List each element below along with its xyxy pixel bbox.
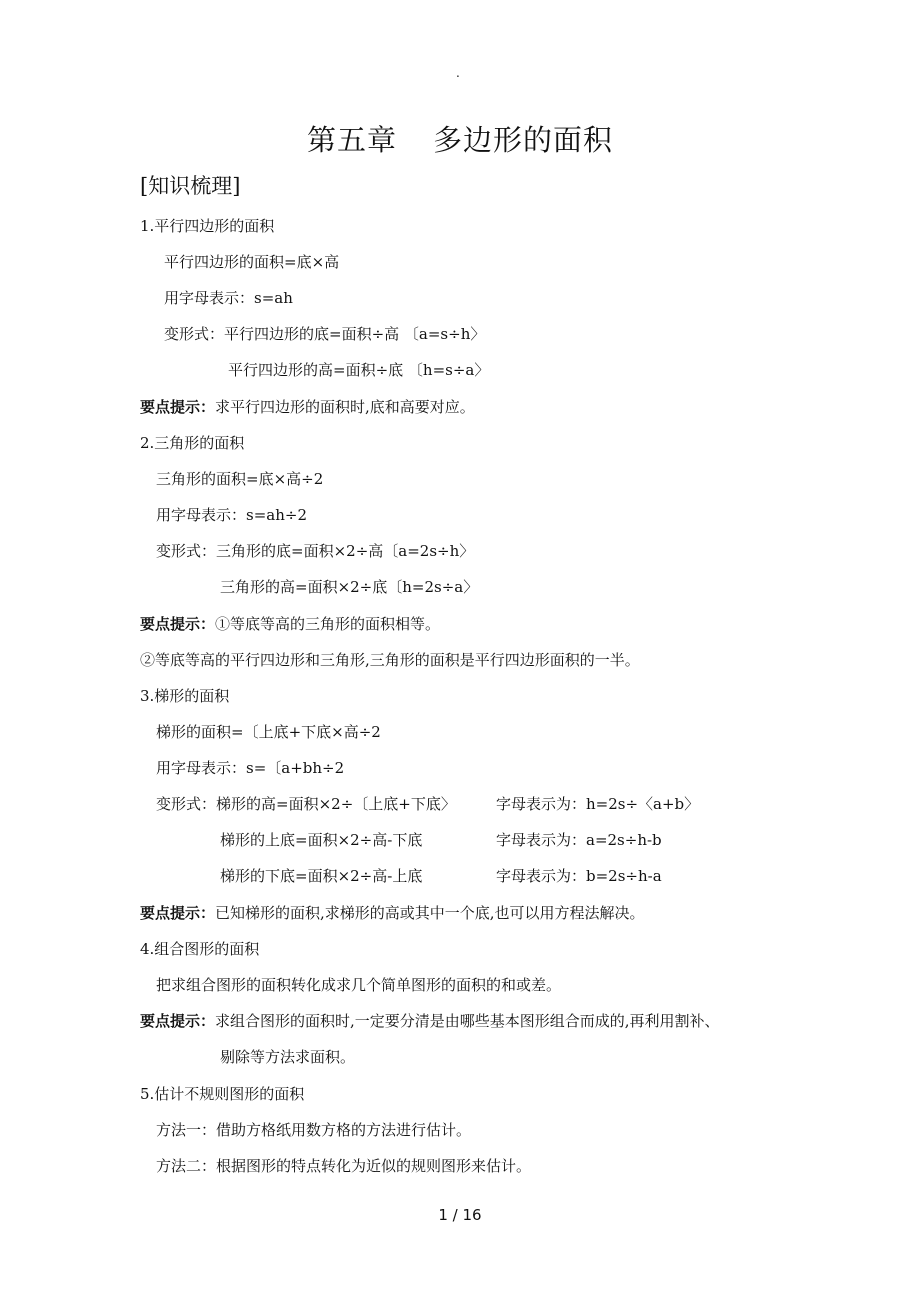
variant-text: 平行四边形的底=面积÷高 〔a=s÷h〉 [224, 325, 486, 343]
tip-composite [140, 1011, 720, 1031]
page-number: 1 / 16 [438, 1206, 482, 1224]
tip-label: 要点提示： [140, 904, 216, 922]
chapter-title [0, 118, 920, 159]
letter-formula-triangle: 用字母表示：s=ah÷2 [156, 506, 307, 524]
tip-composite-cont: 剔除等方法求面积。 [220, 1048, 356, 1066]
tip-text: ①等底等高的三角形的面积相等。 [215, 615, 441, 633]
tip-text: 求组合图形的面积时,一定要分清是由哪些基本图形组合而成的,再利用割补、 [215, 1012, 720, 1030]
formula-triangle: 三角形的面积=底×高÷2 [156, 470, 324, 488]
variant-label: 变形式： [156, 542, 217, 560]
variant-trapezoid-top: 梯形的上底=面积×2÷高-下底 [220, 831, 423, 849]
chapter-number: 第五章 [306, 123, 397, 157]
method-one: 方法一：借助方格纸用数方格的方法进行估计。 [156, 1121, 472, 1139]
tip-triangle-1 [140, 614, 440, 634]
variant-triangle-height: 三角形的高=面积×2÷底〔h=2s÷a〉 [220, 578, 479, 596]
header-dot: . [456, 66, 460, 80]
letter-trapezoid-top: 字母表示为：a=2s÷h-b [496, 831, 662, 849]
variant-triangle-base [156, 541, 474, 561]
letter-formula-parallelogram: 用字母表示：s=ah [164, 289, 293, 307]
variant-parallelogram-base [164, 324, 485, 344]
heading-triangle: 2.三角形的面积 [140, 434, 245, 452]
tip-parallelogram [140, 397, 475, 417]
section-heading: [知识梳理] [140, 174, 241, 198]
variant-text: 梯形的高=面积×2÷〔上底+下底〉 [216, 795, 456, 813]
method-two: 方法二：根据图形的特点转化为近似的规则图形来估计。 [156, 1157, 532, 1175]
variant-text: 三角形的底=面积×2÷高〔a=2s÷h〉 [216, 542, 475, 560]
heading-parallelogram: 1.平行四边形的面积 [140, 217, 275, 235]
variant-trapezoid-bottom: 梯形的下底=面积×2÷高-上底 [220, 867, 423, 885]
formula-trapezoid: 梯形的面积=〔上底+下底×高÷2 [156, 723, 381, 741]
tip-text: 已知梯形的面积,求梯形的高或其中一个底,也可以用方程法解决。 [215, 904, 645, 922]
variant-parallelogram-height: 平行四边形的高=面积÷底 〔h=s÷a〉 [228, 361, 490, 379]
variant-trapezoid-height [156, 794, 456, 814]
tip-label: 要点提示： [140, 398, 216, 416]
heading-composite: 4.组合图形的面积 [140, 940, 260, 958]
letter-trapezoid-height: 字母表示为：h=2s÷〈a+b〉 [496, 795, 700, 813]
variant-label: 变形式： [156, 795, 217, 813]
heading-trapezoid: 3.梯形的面积 [140, 687, 230, 705]
tip-text: 求平行四边形的面积时,底和高要对应。 [215, 398, 475, 416]
tip-label: 要点提示： [140, 1012, 216, 1030]
text-composite: 把求组合图形的面积转化成求几个简单图形的面积的和或差。 [156, 976, 562, 994]
tip-triangle-2: ②等底等高的平行四边形和三角形,三角形的面积是平行四边形面积的一半。 [140, 651, 640, 669]
letter-trapezoid-bottom: 字母表示为：b=2s÷h-a [496, 867, 662, 885]
heading-irregular: 5.估计不规则图形的面积 [140, 1085, 305, 1103]
tip-label: 要点提示： [140, 615, 216, 633]
variant-label: 变形式： [164, 325, 225, 343]
tip-trapezoid [140, 903, 645, 923]
formula-parallelogram: 平行四边形的面积=底×高 [164, 253, 340, 271]
letter-formula-trapezoid: 用字母表示：s=〔a+bh÷2 [156, 759, 345, 777]
chapter-name: 多边形的面积 [433, 123, 614, 157]
